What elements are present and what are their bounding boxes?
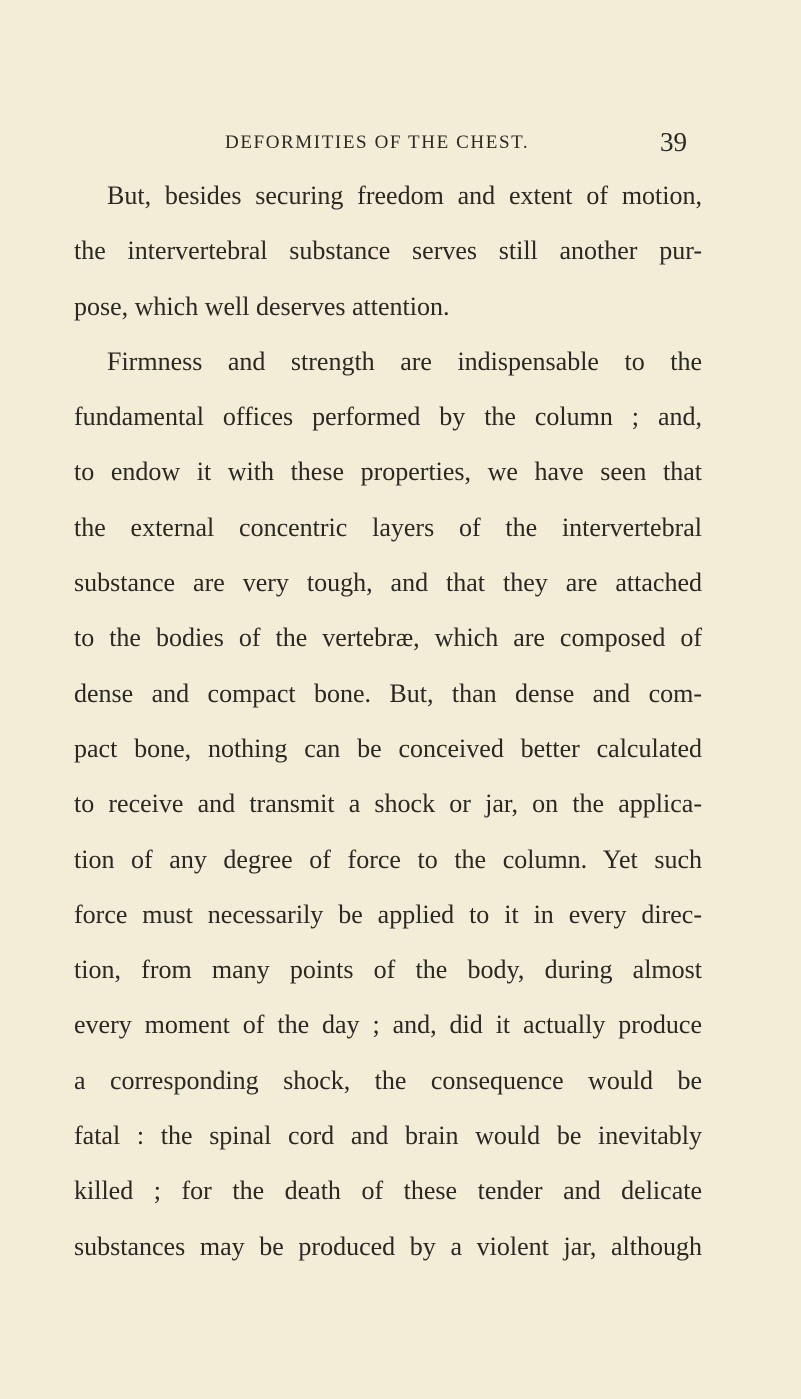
text-line: tion, from many points of the body, during almost [74,955,702,985]
text-line: to endow it with these properties, we have seen that [74,457,702,487]
text-line: substance are very tough, and that they are attached [74,568,702,598]
text-line: Firmness and strength are indispensable to the [107,346,702,376]
text-line: a corresponding shock, the consequence would be [74,1065,702,1095]
text-line: fatal : the spinal cord and brain would be inevitably [74,1121,702,1151]
page-number: 39 [660,127,687,157]
text-line: the external concentric layers of the intervertebral [74,512,702,542]
text-line: tion of any degree of force to the column. Yet such [74,844,702,874]
text-line: killed ; for the death of these tender and delicate [74,1176,702,1206]
text-line: dense and compact bone. But, than dense and com- [74,678,702,708]
text-line: force must necessarily be applied to it in every direc- [74,899,702,929]
text-line: every moment of the day ; and, did it actually produce [74,1010,702,1040]
text-line: substances may be produced by a violent jar, although [74,1231,702,1261]
text-line: to receive and transmit a shock or jar, on the applica- [74,789,702,819]
body-text [74,168,702,1274]
text-line: fundamental offices performed by the column ; and, [74,402,702,432]
text-line: pose, which well deserves attention. [74,291,450,321]
running-title: DEFORMITIES OF THE CHEST. [225,132,530,153]
text-line: the intervertebral substance serves still another pur- [74,236,702,266]
running-head [0,128,801,158]
text-line: pact bone, nothing can be conceived better calculated [74,733,702,763]
text-line: But, besides securing freedom and extent of motion, [107,181,702,210]
text-line: to the bodies of the vertebræ, which are composed of [74,623,702,653]
